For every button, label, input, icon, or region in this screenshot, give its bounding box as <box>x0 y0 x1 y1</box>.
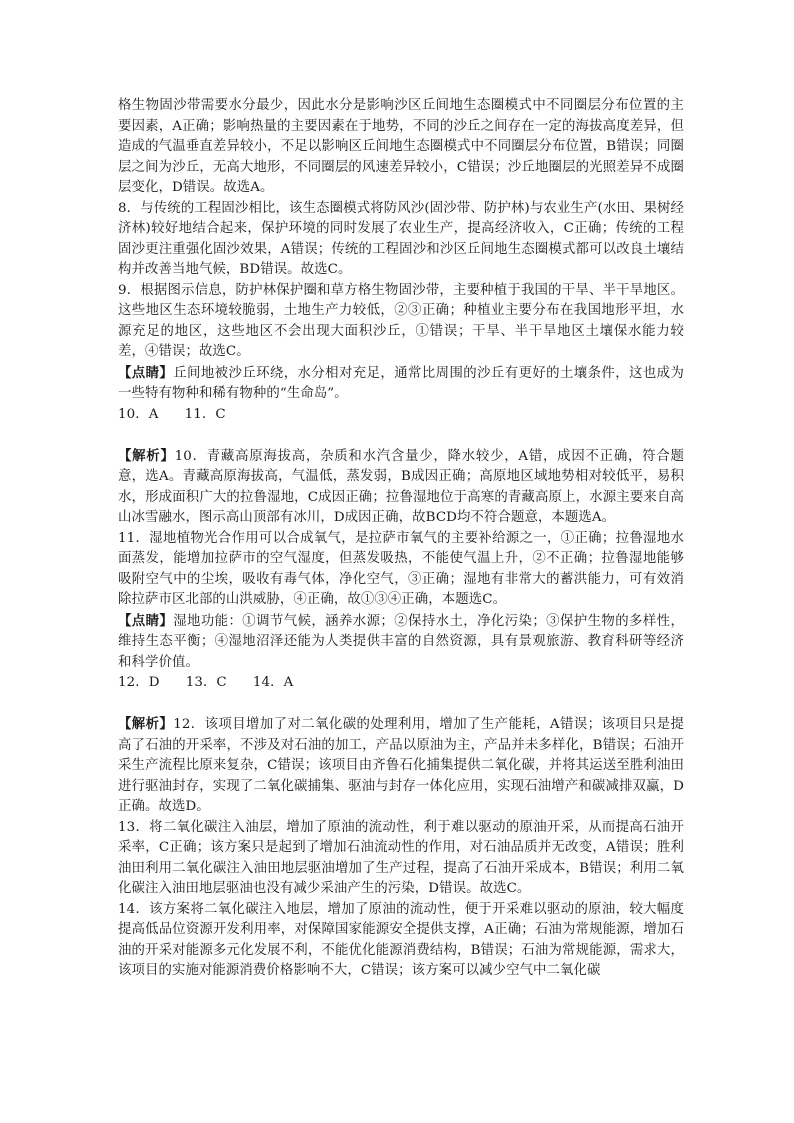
blank-line <box>118 425 684 446</box>
analysis-text: 10．青藏高原海拔高，杂质和水汽含量少，降水较少，A错，成因不正确，符合题意，选A。青藏高原海拔高，气温低，蒸发弱，B成因正确；高原地区域地势相对较低平，易积水，形成面积广大的拉鲁湿地，C成因正确；拉鲁湿地位于高寒的青藏高原上，水源主要来自高山冰雪融水，图示高山顶部有冰川，D成因正确，故BCD均不符合题意，本题选A。 <box>118 448 684 525</box>
tip-text: 湿地功能：①调节气候，涵养水源；②保持水土，净化污染；③保护生物的多样性，维持生态平衡；④湿地沼泽还能为人类提供丰富的自然资源，具有景观旅游、教育科研等经济和科学价值。 <box>118 613 684 670</box>
paragraph-q7-continued: 格生物固沙带需要水分最少，因此水分是影响沙区丘间地生态圈模式中不同圈层分布位置的主要因素，A正确；影响热量的主要因素在于地势，不同的沙丘之间存在一定的海拔高度差异，但造成的气温垂直差异较小，不足以影响区丘间地生态圈模式中不同圈层分布位置，B错误；同圈层之间为沙丘，无高大地形，不同圈层的风速差异较小，C错误；沙丘地圈层的光照差异不成圈层变化，D错误。故选A。 <box>118 98 684 195</box>
tip-text: 丘间地被沙丘环绕，水分相对充足，通常比周围的沙丘有更好的土壤条件，这也成为一些特有物种和稀有物种的“生命岛”。 <box>118 365 684 401</box>
tip-tag: 【点睛】 <box>118 364 174 381</box>
paragraph-q8: 8．与传统的工程固沙相比，该生态圈模式将防风沙(固沙带、防护林)与农业生产(水田、果树经济林)较好地结合起来，保护环境的同时发展了农业生产，提高经济收入，C正确；传统的工程固沙更注重强化固沙效果，A错误；传统的工程固沙和沙区丘间地生态圈模式都可以改良土壤结构并改善当地气候，BD错误。故选C。 <box>118 200 684 277</box>
paragraph-tip-1 <box>118 363 684 405</box>
tip-tag: 【点睛】 <box>118 612 174 629</box>
paragraph-tip-2 <box>118 611 684 674</box>
paragraph-analysis-12 <box>118 714 684 818</box>
answer-line-12-14: 12．D 13．C 14．A <box>118 675 294 690</box>
paragraph-q11: 11．湿地植物光合作用可以合成氧气，是拉萨市氧气的主要补给源之一，①正确；拉鲁湿地水面蒸发，能增加拉萨市的空气湿度，但蒸发吸热，不能使气温上升，②不正确；拉鲁湿地能够吸附空气中的尘埃，吸收有毒气体，净化空气，③正确；湿地有非常大的蓄洪能力，可有效消除拉萨市区北部的山洪威胁，④正确，故①③④正确，本题选C。 <box>118 530 684 607</box>
blank-line <box>118 694 684 715</box>
paragraph-analysis-10 <box>118 446 684 529</box>
analysis-text: 12．该项目增加了对二氧化碳的处理利用，增加了生产能耗，A错误；该项目只是提高了石油的开采率，不涉及对石油的加工，产品以原油为主，产品并未多样化，B错误；石油开采生产流程比原来复杂，C错误；该项目由齐鲁石化捕集提供二氧化碳，并将其运送至胜利油田进行驱油封存，实现了二氧化碳捕集、驱油与封存一体化应用，实现石油增产和碳减排双赢，D正确。故选D。 <box>118 717 684 814</box>
answer-line-10-11: 10．A 11．C <box>118 406 226 422</box>
document-body <box>118 96 684 982</box>
analysis-tag: 【解析】 <box>118 447 175 464</box>
paragraph-q9: 9．根据图示信息，防护林保护圈和草方格生物固沙带，主要种植于我国的干旱、半干旱地区。这些地区生态环境较脆弱，土地生产力较低，②③正确；种植业主要分布在我国地形平坦，水源充足的地区，这些地区不会出现大面积沙丘，①错误；干旱、半干旱地区土壤保水能力较差，④错误；故选C。 <box>118 282 684 359</box>
paragraph-q13: 13．将二氧化碳注入油层，增加了原油的流动性，利于难以驱动的原油开采，从而提高石油开采率，C正确；该方案只是起到了增加石油流动性的作用，对石油品质并无改变，A错误；胜利油田利用二氧化碳注入油田地层驱油增加了生产过程，提高了石油开采成本，B错误；利用二氧化碳注入油田地层驱油也没有减少采油产生的污染，D错误。故选C。 <box>118 819 684 896</box>
paragraph-q14: 14．该方案将二氧化碳注入地层，增加了原油的流动性，便于开采难以驱动的原油，较大幅度提高低品位资源开发利用率，对保障国家能源安全提供支撑，A正确；石油为常规能源，增加石油的开采对能源多元化发展不利，不能优化能源消费结构，B错误；石油为常规能源，需求大，该项目的实施对能源消费价格影响不大，C错误；该方案可以减少空气中二氧化碳 <box>118 901 684 978</box>
analysis-tag: 【解析】 <box>118 716 174 732</box>
